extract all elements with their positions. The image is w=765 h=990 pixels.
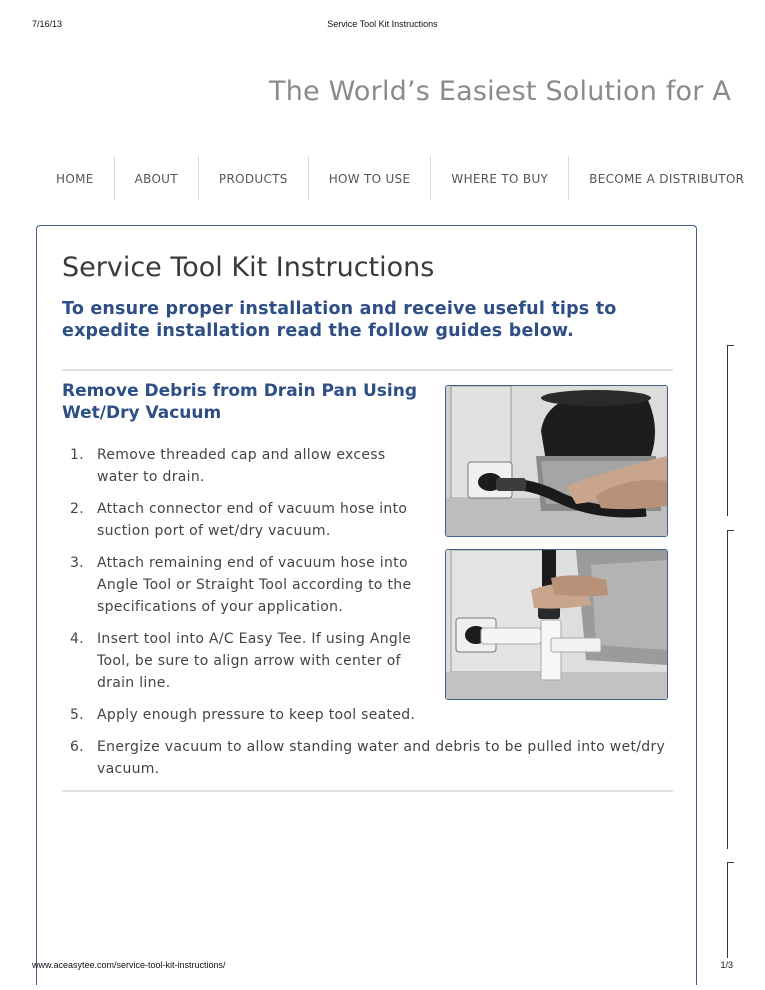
step-number: 3.	[70, 555, 84, 571]
nav-item-where-to-buy[interactable]: WHERE TO BUY	[431, 156, 569, 200]
nav-item-about[interactable]: ABOUT	[115, 156, 199, 200]
divider	[62, 790, 673, 792]
print-page-title: Service Tool Kit Instructions	[327, 19, 438, 29]
step-text: Remove threaded cap and allow excess water to drain.	[97, 447, 386, 485]
step-text: Insert tool into A/C Easy Tee. If using Angle Tool, be sure to align arrow with center of drain line.	[97, 631, 412, 691]
site-tagline: The World’s Easiest Solution for A	[269, 76, 731, 107]
intro-text: To ensure proper installation and receive useful tips to expedite installation read the follow guides below.	[62, 299, 617, 341]
angle-tool-photo	[445, 549, 668, 700]
main-nav	[36, 156, 764, 200]
edge-mark	[727, 530, 734, 849]
step-number: 6.	[70, 739, 84, 755]
print-footer	[0, 960, 765, 974]
print-url: www.aceasytee.com/service-tool-kit-instructions/	[32, 960, 226, 970]
nav-item-become-a-distributor[interactable]: BECOME A DISTRIBUTOR	[589, 172, 745, 186]
edge-mark	[727, 862, 734, 958]
step-text: Attach remaining end of vacuum hose into Angle Tool or Straight Tool according to the specifications of your application.	[97, 555, 412, 615]
print-date: 7/16/13	[32, 19, 63, 29]
page-title: Service Tool Kit Instructions	[62, 252, 435, 283]
vacuum-hose-photo	[445, 385, 668, 537]
nav-item-home[interactable]: HOME	[36, 156, 115, 200]
step-item	[62, 736, 674, 780]
step-number: 2.	[70, 501, 84, 517]
step-number: 1.	[70, 447, 84, 463]
step-number: 4.	[70, 631, 84, 647]
step-text: Energize vacuum to allow standing water and debris to be pulled into wet/dry vacuum.	[97, 739, 666, 777]
print-header	[0, 19, 765, 33]
nav-item-how-to-use[interactable]: HOW TO USE	[309, 156, 432, 200]
print-page-number: 1/3	[720, 960, 733, 970]
section-title: Remove Debris from Drain Pan Using Wet/Dry Vacuum	[62, 381, 418, 423]
step-text: Apply enough pressure to keep tool seated.	[97, 707, 416, 723]
edge-mark	[727, 345, 734, 516]
step-text: Attach connector end of vacuum hose into suction port of wet/dry vacuum.	[97, 501, 408, 539]
step-item	[62, 704, 674, 726]
nav-item-products[interactable]: PRODUCTS	[199, 156, 309, 200]
divider	[62, 369, 673, 371]
step-number: 5.	[70, 707, 84, 723]
